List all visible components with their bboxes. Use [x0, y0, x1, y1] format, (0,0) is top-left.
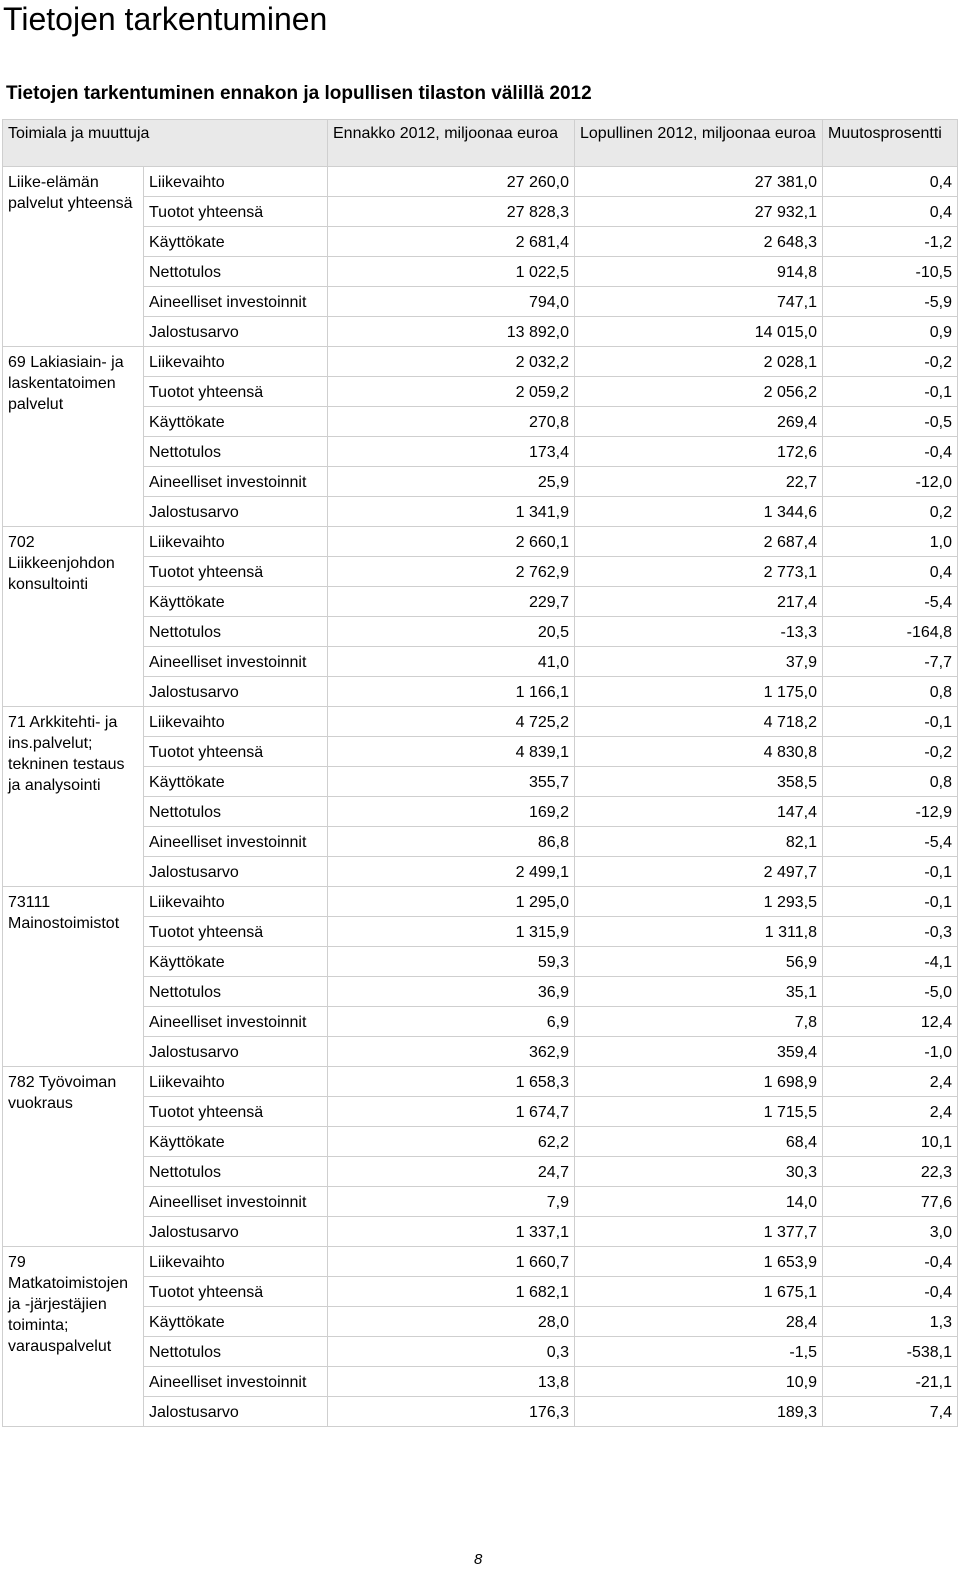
table-row [3, 1067, 958, 1097]
change-cell: 12,4 [823, 1007, 958, 1037]
variable-cell: Tuotot yhteensä [144, 377, 328, 407]
change-cell: 7,4 [823, 1397, 958, 1427]
table-row [3, 497, 958, 527]
change-cell: -7,7 [823, 647, 958, 677]
forecast-cell: 2 660,1 [328, 527, 575, 557]
variable-cell: Aineelliset investoinnit [144, 1367, 328, 1397]
table-row [3, 707, 958, 737]
forecast-cell: 1 022,5 [328, 257, 575, 287]
final-cell: 269,4 [575, 407, 823, 437]
forecast-cell: 36,9 [328, 977, 575, 1007]
group-label: 73111 Mainostoimistot [3, 887, 144, 1067]
final-cell: 2 056,2 [575, 377, 823, 407]
table-row [3, 257, 958, 287]
table-row [3, 737, 958, 767]
table-row [3, 617, 958, 647]
forecast-cell: 2 499,1 [328, 857, 575, 887]
table-row [3, 1157, 958, 1187]
final-cell: 747,1 [575, 287, 823, 317]
final-cell: 1 715,5 [575, 1097, 823, 1127]
forecast-cell: 355,7 [328, 767, 575, 797]
variable-cell: Käyttökate [144, 407, 328, 437]
change-cell: 1,3 [823, 1307, 958, 1337]
change-cell: -0,5 [823, 407, 958, 437]
final-cell: 27 932,1 [575, 197, 823, 227]
variable-cell: Jalostusarvo [144, 317, 328, 347]
page-title: Tietojen tarkentuminen [3, 1, 328, 37]
final-cell: -13,3 [575, 617, 823, 647]
change-cell: -0,1 [823, 887, 958, 917]
table-row [3, 467, 958, 497]
variable-cell: Liikevaihto [144, 1067, 328, 1097]
forecast-cell: 229,7 [328, 587, 575, 617]
change-cell: -5,4 [823, 827, 958, 857]
change-cell: -5,4 [823, 587, 958, 617]
variable-cell: Liikevaihto [144, 527, 328, 557]
variable-cell: Aineelliset investoinnit [144, 827, 328, 857]
variable-cell: Aineelliset investoinnit [144, 467, 328, 497]
forecast-cell: 1 682,1 [328, 1277, 575, 1307]
change-cell: 0,9 [823, 317, 958, 347]
final-cell: -1,5 [575, 1337, 823, 1367]
final-cell: 4 718,2 [575, 707, 823, 737]
final-cell: 1 675,1 [575, 1277, 823, 1307]
change-cell: 0,2 [823, 497, 958, 527]
change-cell: -0,4 [823, 437, 958, 467]
variable-cell: Liikevaihto [144, 347, 328, 377]
change-cell: -12,0 [823, 467, 958, 497]
variable-cell: Aineelliset investoinnit [144, 647, 328, 677]
group-label: 782 Työvoiman vuokraus [3, 1067, 144, 1247]
forecast-cell: 28,0 [328, 1307, 575, 1337]
final-cell: 2 028,1 [575, 347, 823, 377]
change-cell: -4,1 [823, 947, 958, 977]
change-cell: -21,1 [823, 1367, 958, 1397]
data-table [2, 119, 958, 1427]
variable-cell: Jalostusarvo [144, 497, 328, 527]
forecast-cell: 270,8 [328, 407, 575, 437]
table-row [3, 227, 958, 257]
table-title: Tietojen tarkentuminen ennakon ja lopullisen tilaston välillä 2012 [6, 83, 592, 104]
forecast-cell: 4 839,1 [328, 737, 575, 767]
change-cell: 10,1 [823, 1127, 958, 1157]
final-cell: 1 344,6 [575, 497, 823, 527]
change-cell: 0,8 [823, 677, 958, 707]
variable-cell: Tuotot yhteensä [144, 557, 328, 587]
table-row [3, 767, 958, 797]
forecast-cell: 20,5 [328, 617, 575, 647]
forecast-cell: 27 260,0 [328, 167, 575, 197]
table-row [3, 887, 958, 917]
variable-cell: Nettotulos [144, 437, 328, 467]
variable-cell: Liikevaihto [144, 707, 328, 737]
final-cell: 2 497,7 [575, 857, 823, 887]
table-row [3, 1217, 958, 1247]
change-cell: -12,9 [823, 797, 958, 827]
variable-cell: Tuotot yhteensä [144, 1277, 328, 1307]
table-row [3, 587, 958, 617]
variable-cell: Tuotot yhteensä [144, 917, 328, 947]
final-cell: 358,5 [575, 767, 823, 797]
final-cell: 1 293,5 [575, 887, 823, 917]
final-cell: 14 015,0 [575, 317, 823, 347]
table-row [3, 977, 958, 1007]
table-row [3, 167, 958, 197]
table-row [3, 377, 958, 407]
change-cell: -1,0 [823, 1037, 958, 1067]
forecast-cell: 27 828,3 [328, 197, 575, 227]
table-row [3, 557, 958, 587]
forecast-cell: 1 660,7 [328, 1247, 575, 1277]
table-row [3, 917, 958, 947]
forecast-cell: 1 658,3 [328, 1067, 575, 1097]
forecast-cell: 173,4 [328, 437, 575, 467]
table-row [3, 407, 958, 437]
variable-cell: Nettotulos [144, 1337, 328, 1367]
final-cell: 189,3 [575, 1397, 823, 1427]
variable-cell: Käyttökate [144, 1127, 328, 1157]
final-cell: 37,9 [575, 647, 823, 677]
final-cell: 35,1 [575, 977, 823, 1007]
change-cell: -0,1 [823, 707, 958, 737]
change-cell: -5,0 [823, 977, 958, 1007]
table-row [3, 1097, 958, 1127]
forecast-cell: 0,3 [328, 1337, 575, 1367]
table-row [3, 1127, 958, 1157]
change-cell: 2,4 [823, 1097, 958, 1127]
forecast-cell: 1 341,9 [328, 497, 575, 527]
variable-cell: Käyttökate [144, 587, 328, 617]
table-row [3, 797, 958, 827]
final-cell: 914,8 [575, 257, 823, 287]
forecast-cell: 59,3 [328, 947, 575, 977]
variable-cell: Tuotot yhteensä [144, 1097, 328, 1127]
forecast-cell: 794,0 [328, 287, 575, 317]
forecast-cell: 25,9 [328, 467, 575, 497]
group-label: 69 Lakiasiain- ja laskentatoimen palvelut [3, 347, 144, 527]
variable-cell: Nettotulos [144, 1157, 328, 1187]
change-cell: 0,4 [823, 197, 958, 227]
forecast-cell: 86,8 [328, 827, 575, 857]
variable-cell: Nettotulos [144, 257, 328, 287]
variable-cell: Tuotot yhteensä [144, 737, 328, 767]
final-cell: 1 175,0 [575, 677, 823, 707]
final-cell: 28,4 [575, 1307, 823, 1337]
table-row [3, 1007, 958, 1037]
final-cell: 2 687,4 [575, 527, 823, 557]
final-cell: 2 773,1 [575, 557, 823, 587]
change-cell: 3,0 [823, 1217, 958, 1247]
forecast-cell: 176,3 [328, 1397, 575, 1427]
final-cell: 217,4 [575, 587, 823, 617]
table-body [3, 167, 958, 1427]
change-cell: 0,4 [823, 557, 958, 587]
table-row [3, 647, 958, 677]
forecast-cell: 13,8 [328, 1367, 575, 1397]
header-row [3, 120, 958, 167]
change-cell: 77,6 [823, 1187, 958, 1217]
table-row [3, 197, 958, 227]
final-cell: 4 830,8 [575, 737, 823, 767]
table-row [3, 857, 958, 887]
final-cell: 82,1 [575, 827, 823, 857]
final-cell: 1 377,7 [575, 1217, 823, 1247]
table-row [3, 1307, 958, 1337]
variable-cell: Jalostusarvo [144, 1037, 328, 1067]
forecast-cell: 1 315,9 [328, 917, 575, 947]
variable-cell: Aineelliset investoinnit [144, 1187, 328, 1217]
variable-cell: Käyttökate [144, 767, 328, 797]
table-row [3, 437, 958, 467]
table-row [3, 1037, 958, 1067]
forecast-cell: 1 337,1 [328, 1217, 575, 1247]
header-forecast: Ennakko 2012, miljoonaa euroa [328, 120, 575, 167]
table-row [3, 287, 958, 317]
change-cell: -0,4 [823, 1247, 958, 1277]
forecast-cell: 2 681,4 [328, 227, 575, 257]
variable-cell: Nettotulos [144, 617, 328, 647]
forecast-cell: 6,9 [328, 1007, 575, 1037]
final-cell: 1 698,9 [575, 1067, 823, 1097]
table-row [3, 1367, 958, 1397]
change-cell: -538,1 [823, 1337, 958, 1367]
change-cell: -0,2 [823, 737, 958, 767]
final-cell: 22,7 [575, 467, 823, 497]
table-row [3, 1277, 958, 1307]
group-label: 71 Arkkitehti- ja ins.palvelut; tekninen testaus ja analysointi [3, 707, 144, 887]
final-cell: 27 381,0 [575, 167, 823, 197]
final-cell: 172,6 [575, 437, 823, 467]
table-row [3, 827, 958, 857]
forecast-cell: 7,9 [328, 1187, 575, 1217]
group-label: 79 Matkatoimistojen ja -järjestäjien toiminta; varauspalvelut [3, 1247, 144, 1427]
final-cell: 359,4 [575, 1037, 823, 1067]
variable-cell: Liikevaihto [144, 1247, 328, 1277]
change-cell: -0,1 [823, 857, 958, 887]
change-cell: 0,4 [823, 167, 958, 197]
change-cell: -0,1 [823, 377, 958, 407]
table-row [3, 1337, 958, 1367]
table-row [3, 947, 958, 977]
final-cell: 7,8 [575, 1007, 823, 1037]
final-cell: 56,9 [575, 947, 823, 977]
variable-cell: Jalostusarvo [144, 857, 328, 887]
variable-cell: Jalostusarvo [144, 1217, 328, 1247]
forecast-cell: 1 674,7 [328, 1097, 575, 1127]
variable-cell: Nettotulos [144, 977, 328, 1007]
variable-cell: Tuotot yhteensä [144, 197, 328, 227]
change-cell: -164,8 [823, 617, 958, 647]
table-row [3, 1187, 958, 1217]
variable-cell: Liikevaihto [144, 167, 328, 197]
forecast-cell: 24,7 [328, 1157, 575, 1187]
forecast-cell: 362,9 [328, 1037, 575, 1067]
header-industry: Toimiala ja muuttuja [3, 120, 328, 167]
group-label: Liike-elämän palvelut yhteensä [3, 167, 144, 347]
change-cell: 2,4 [823, 1067, 958, 1097]
table-row [3, 1397, 958, 1427]
forecast-cell: 2 032,2 [328, 347, 575, 377]
variable-cell: Nettotulos [144, 797, 328, 827]
change-cell: -0,3 [823, 917, 958, 947]
table-row [3, 527, 958, 557]
change-cell: 22,3 [823, 1157, 958, 1187]
forecast-cell: 41,0 [328, 647, 575, 677]
forecast-cell: 169,2 [328, 797, 575, 827]
variable-cell: Käyttökate [144, 227, 328, 257]
change-cell: 1,0 [823, 527, 958, 557]
group-label: 702 Liikkeenjohdon konsultointi [3, 527, 144, 707]
change-cell: -10,5 [823, 257, 958, 287]
final-cell: 147,4 [575, 797, 823, 827]
final-cell: 2 648,3 [575, 227, 823, 257]
change-cell: -0,2 [823, 347, 958, 377]
forecast-cell: 62,2 [328, 1127, 575, 1157]
change-cell: -1,2 [823, 227, 958, 257]
variable-cell: Jalostusarvo [144, 677, 328, 707]
variable-cell: Käyttökate [144, 947, 328, 977]
variable-cell: Käyttökate [144, 1307, 328, 1337]
forecast-cell: 2 762,9 [328, 557, 575, 587]
final-cell: 10,9 [575, 1367, 823, 1397]
final-cell: 1 311,8 [575, 917, 823, 947]
variable-cell: Jalostusarvo [144, 1397, 328, 1427]
table-row [3, 317, 958, 347]
variable-cell: Aineelliset investoinnit [144, 287, 328, 317]
header-final: Lopullinen 2012, miljoonaa euroa [575, 120, 823, 167]
table-row [3, 1247, 958, 1277]
forecast-cell: 4 725,2 [328, 707, 575, 737]
final-cell: 1 653,9 [575, 1247, 823, 1277]
forecast-cell: 1 166,1 [328, 677, 575, 707]
change-cell: -5,9 [823, 287, 958, 317]
variable-cell: Liikevaihto [144, 887, 328, 917]
header-change: Muutosprosentti [823, 120, 958, 167]
page-number: 8 [474, 1551, 483, 1568]
change-cell: -0,4 [823, 1277, 958, 1307]
change-cell: 0,8 [823, 767, 958, 797]
table-row [3, 347, 958, 377]
variable-cell: Aineelliset investoinnit [144, 1007, 328, 1037]
final-cell: 14,0 [575, 1187, 823, 1217]
forecast-cell: 13 892,0 [328, 317, 575, 347]
final-cell: 30,3 [575, 1157, 823, 1187]
final-cell: 68,4 [575, 1127, 823, 1157]
forecast-cell: 2 059,2 [328, 377, 575, 407]
table-row [3, 677, 958, 707]
forecast-cell: 1 295,0 [328, 887, 575, 917]
